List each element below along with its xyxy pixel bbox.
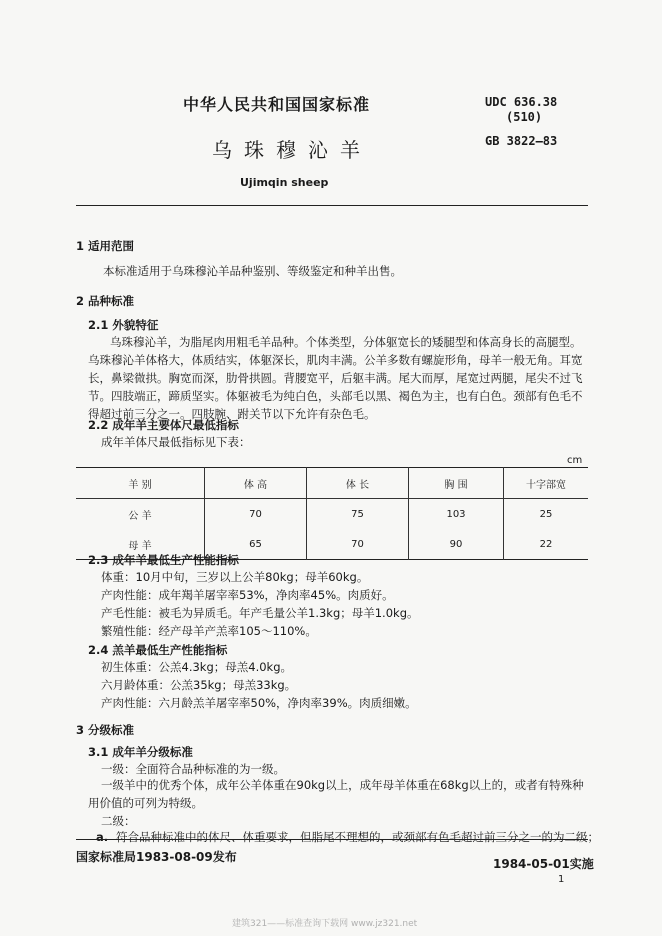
section-2-3-line: 产肉性能：成年羯羊屠宰率53%，净肉率45%。肉质好。 bbox=[101, 588, 394, 602]
section-3-1-line: 一级羊中的优秀个体，成年公羊体重在90kg以上，成年母羊体重在68kg以上的，或者有特殊种用价值的可列为特级。 bbox=[88, 778, 584, 810]
section-2-4-line: 六月龄体重：公羔35kg；母羔33kg。 bbox=[101, 678, 297, 692]
section-3-heading: 3 分级标准 bbox=[76, 723, 135, 737]
watermark-text: 建筑321——标准查询下载网 www.jz321.net bbox=[232, 919, 418, 929]
table-cell: 103 bbox=[409, 499, 504, 530]
section-1-heading: 1 适用范围 bbox=[76, 239, 135, 253]
english-title: Ujimqin sheep bbox=[240, 176, 329, 189]
table-cell: 母 羊 bbox=[128, 540, 152, 552]
table-cell: 90 bbox=[409, 529, 504, 560]
udc-code: UDC 636.38 bbox=[485, 95, 558, 109]
table-header-cell: 胸 围 bbox=[409, 468, 504, 499]
section-2-1-heading: 2.1 外貌特征 bbox=[88, 318, 159, 332]
section-1-text: 本标准适用于乌珠穆沁羊品种鉴别、等级鉴定和种羊出售。 bbox=[103, 264, 402, 278]
table-header-cell: 体 长 bbox=[307, 468, 409, 499]
standard-type-title: 中华人民共和国国家标准 bbox=[183, 95, 371, 114]
table-cell: 25 bbox=[504, 499, 589, 530]
issue-date: 国家标准局1983-08-09发布 bbox=[76, 850, 237, 864]
item-a-label: a. bbox=[96, 830, 109, 844]
table-cell: 70 bbox=[307, 529, 409, 560]
header-divider bbox=[76, 205, 588, 206]
table-cell: 70 bbox=[205, 499, 307, 530]
footer-divider bbox=[76, 839, 588, 840]
table-cell: 22 bbox=[504, 529, 589, 560]
section-3-1-line: 二级： bbox=[101, 814, 136, 828]
table-row bbox=[76, 499, 588, 530]
body-size-table bbox=[76, 467, 588, 560]
section-3-1-heading: 3.1 成年羊分级标准 bbox=[88, 745, 193, 759]
section-2-4-heading: 2.4 羔羊最低生产性能指标 bbox=[88, 643, 228, 657]
table-cell: 75 bbox=[307, 499, 409, 530]
table-cell: 公 羊 bbox=[128, 510, 152, 522]
section-2-4-line: 初生体重：公羔4.3kg；母羔4.0kg。 bbox=[101, 660, 292, 674]
gb-code: GB 3822—83 bbox=[485, 134, 558, 148]
section-3-1-line: 一级：全面符合品种标准的为一级。 bbox=[101, 762, 285, 776]
section-2-1-text: 乌珠穆沁羊，为脂尾肉用粗毛羊品种。个体类型，分体躯宽长的矮腿型和体高身长的高腿型。乌珠穆沁羊体格大，体质结实，体躯深长，肌肉丰满。公羊多数有螺旋形角，母羊一般无角。耳宽长，鼻梁微拱。胸宽而深，肋骨拱圆。背腰宽平，后躯丰满。尾大而厚，尾宽过两腿，尾尖不过飞节。四肢端正，蹄质坚实。体躯被毛为纯白色，头部毛以黑、褐色为主，也有白色。颈部有色毛不得超过前三分之一。四肢腕、跗关节以下允许有杂色毛。 bbox=[88, 335, 583, 421]
item-a-text: 符合品种标准中的体尺、体重要求，但脂尾不理想的，或颈部有色毛超过前三分之一的为二级； bbox=[116, 830, 599, 844]
section-2-3-heading: 2.3 成年羊最低生产性能指标 bbox=[88, 553, 239, 567]
section-2-4-line: 产肉性能：六月龄羔羊屠宰率50%，净肉率39%。肉质细嫩。 bbox=[101, 696, 417, 710]
table-header-cell: 羊 别 bbox=[128, 479, 152, 491]
table-unit: cm bbox=[567, 455, 583, 466]
section-2-3-line: 繁殖性能：经产母羊产羔率105～110%。 bbox=[101, 624, 317, 638]
table-cell: 65 bbox=[205, 529, 307, 560]
effective-date: 1984-05-01实施 bbox=[493, 857, 594, 871]
section-2-3-line: 体重：10月中旬，三岁以上公羊80kg；母羊60kg。 bbox=[101, 570, 369, 584]
page-number: 1 bbox=[558, 874, 565, 885]
table-header-row bbox=[76, 468, 588, 499]
section-2-2-text: 成年羊体尺最低指标见下表： bbox=[101, 435, 251, 449]
udc-subcode: (510) bbox=[506, 110, 543, 124]
section-2-3-line: 产毛性能：被毛为异质毛。年产毛量公羊1.3kg；母羊1.0kg。 bbox=[101, 606, 419, 620]
table-header-cell: 十字部宽 bbox=[504, 468, 589, 499]
section-2-heading: 2 品种标准 bbox=[76, 294, 135, 308]
table-header-cell: 体 高 bbox=[205, 468, 307, 499]
document-title: 乌珠穆沁羊 bbox=[212, 138, 372, 162]
section-2-2-heading: 2.2 成年羊主要体尺最低指标 bbox=[88, 418, 239, 432]
